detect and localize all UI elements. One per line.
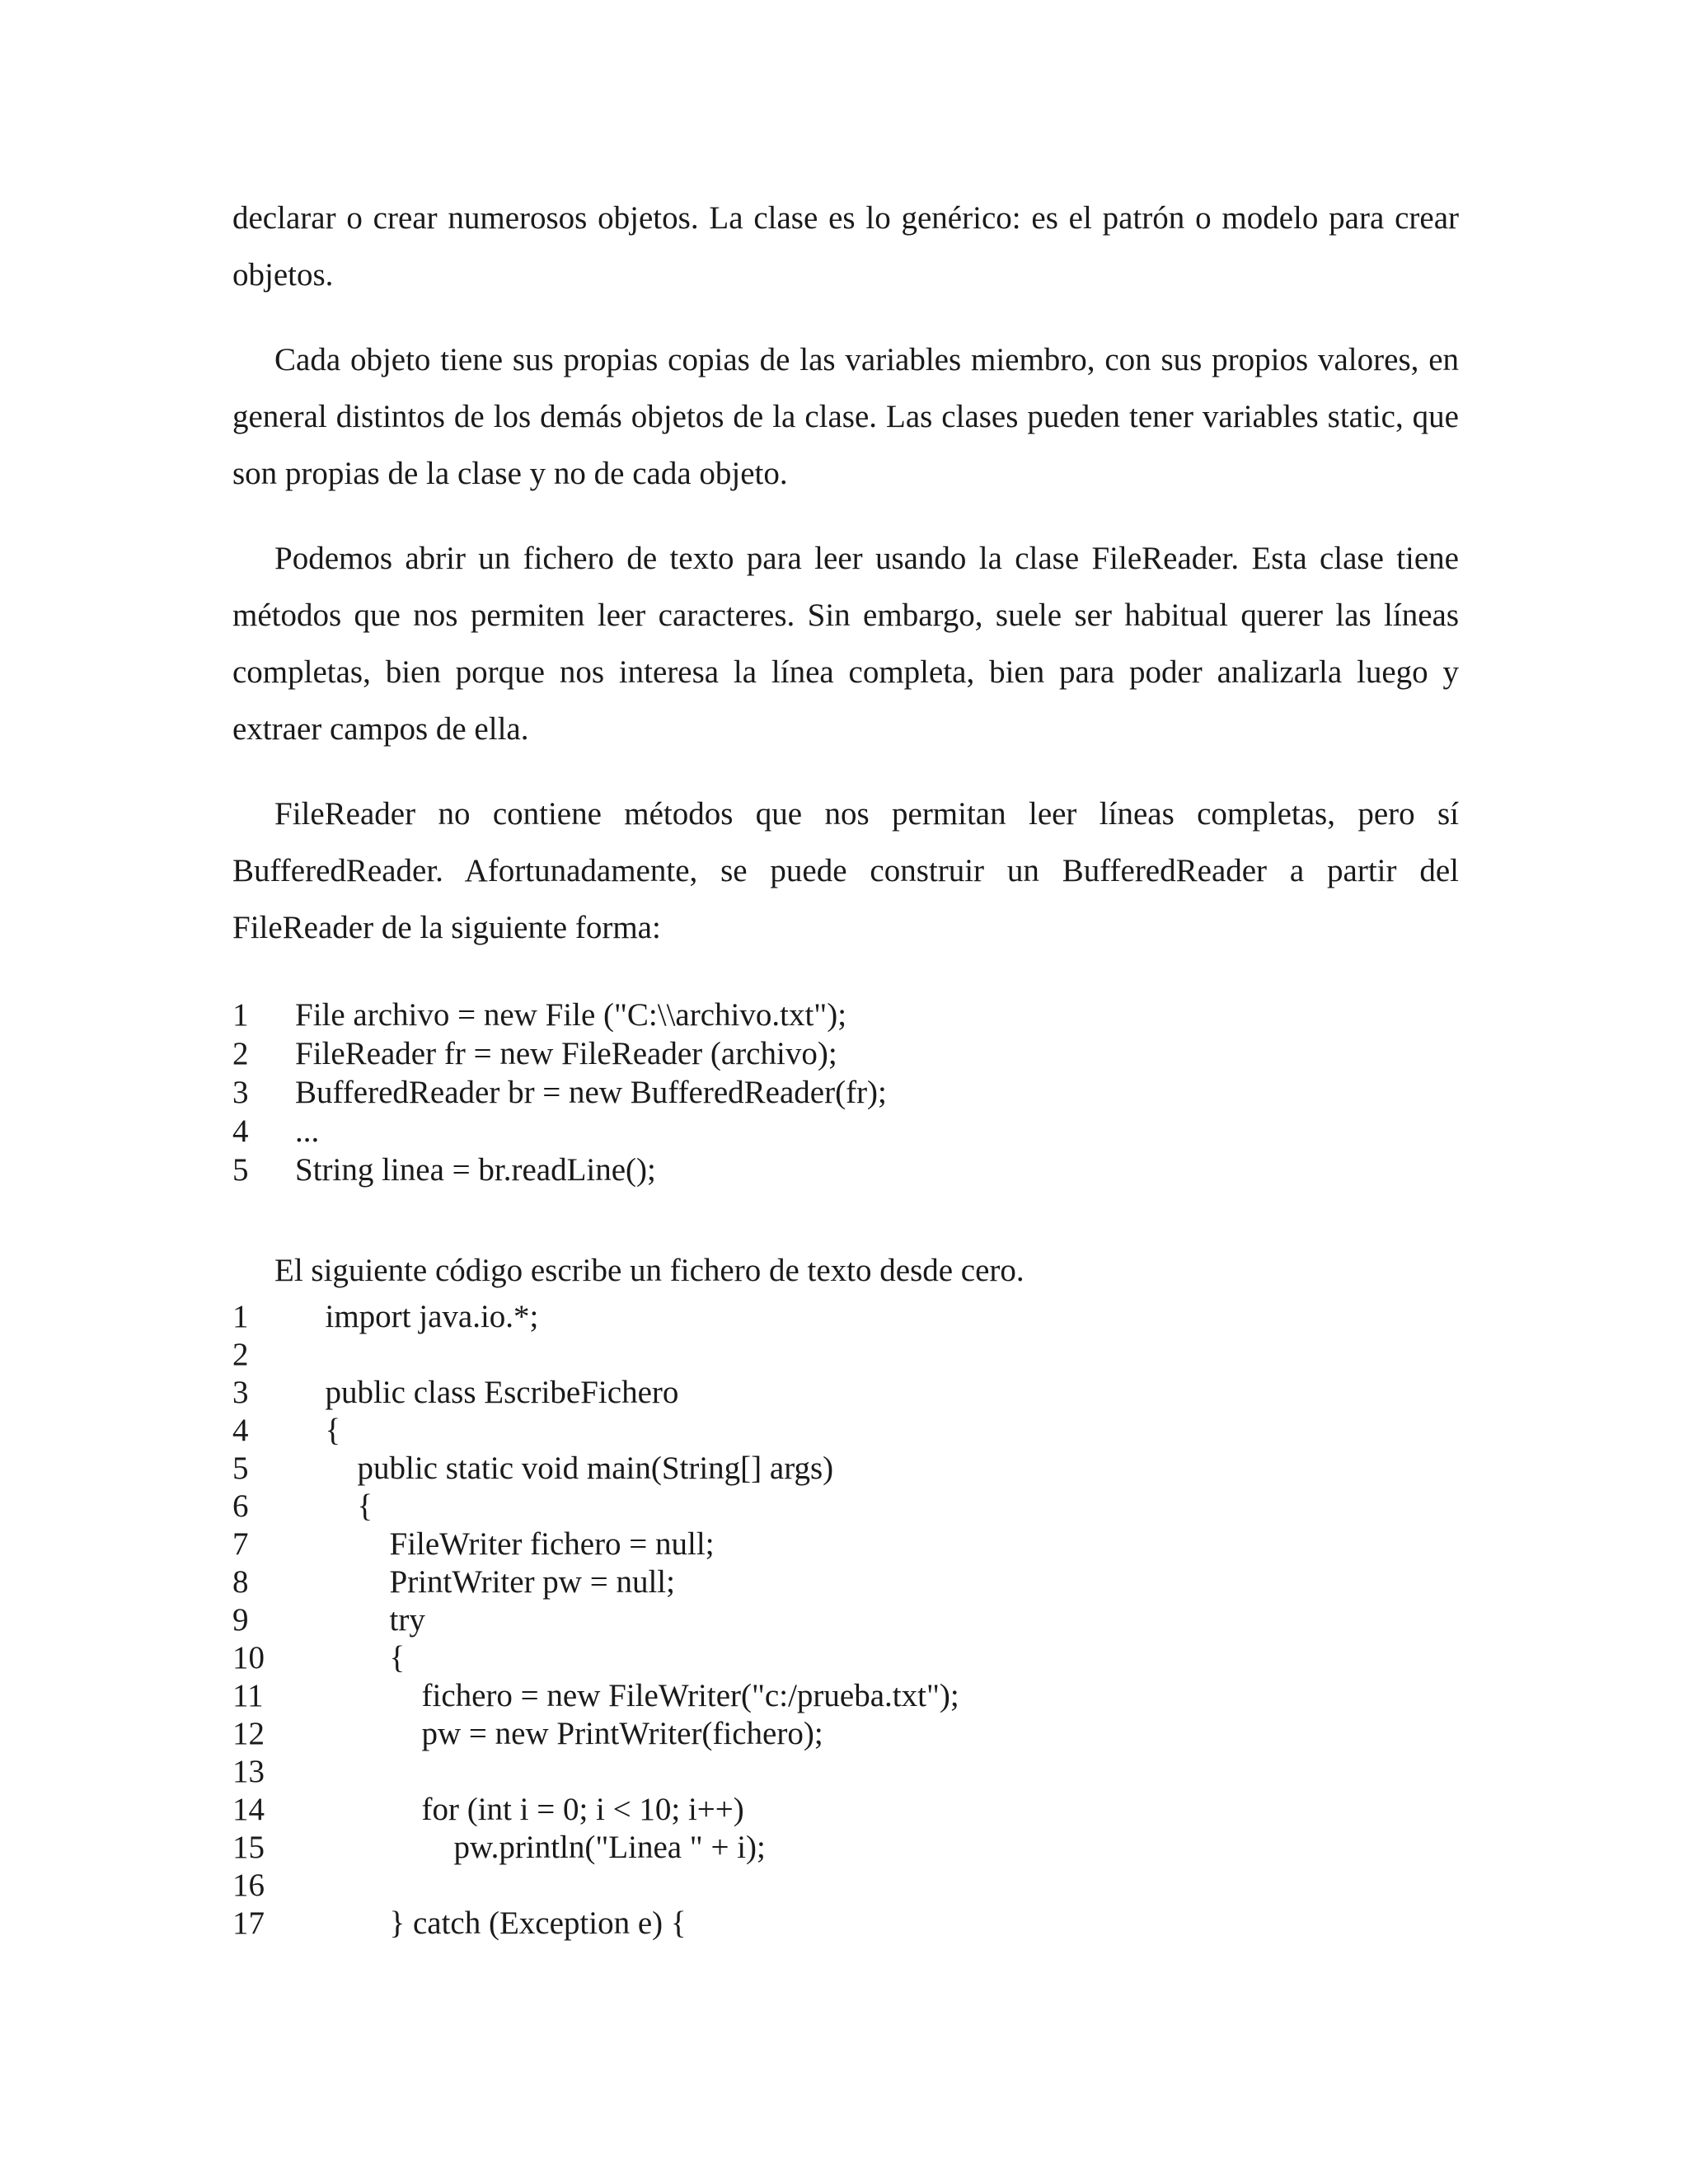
line-number: 1 (232, 1299, 249, 1334)
code-text: FileWriter fichero = null; (309, 1526, 715, 1562)
line-number: 2 (232, 1036, 249, 1071)
code-text: } catch (Exception e) { (309, 1905, 687, 1941)
code-line (232, 1867, 1459, 1905)
code-line (232, 1412, 1459, 1450)
paragraph-4: FileReader no contiene métodos que nos permitan leer líneas completas, pero sí BufferedReader. Afortunadamente, se puede construir un BufferedReader a partir del FileReader de la siguiente forma: (232, 796, 1459, 945)
line-number: 17 (232, 1905, 265, 1941)
code-line (232, 1073, 1459, 1112)
code-text: { (309, 1413, 341, 1448)
code-line (232, 1601, 1459, 1639)
code-line (232, 1905, 1459, 1943)
code-text: FileReader fr = new FileReader (archivo); (295, 1036, 837, 1071)
line-number: 4 (232, 1113, 249, 1149)
code-line (232, 996, 1459, 1034)
code-text: { (309, 1488, 373, 1524)
code-block-2 (232, 1298, 1459, 1943)
code-block-1 (232, 996, 1459, 1189)
line-number: 7 (232, 1526, 249, 1562)
code-text: File archivo = new File ("C:\\archivo.txt"); (295, 997, 847, 1033)
code-text (309, 1867, 1459, 1905)
code-text: fichero = new FileWriter("c:/prueba.txt"); (309, 1678, 959, 1713)
code-text: public static void main(String[] args) (309, 1451, 834, 1486)
code-line (232, 1112, 1459, 1151)
line-number: 11 (232, 1678, 264, 1713)
line-number: 9 (232, 1602, 249, 1638)
code-line (232, 1677, 1459, 1715)
code-line (232, 1151, 1459, 1189)
line-number: 3 (232, 1375, 249, 1410)
code-line (232, 1450, 1459, 1488)
code-text: import java.io.*; (309, 1299, 539, 1334)
code-text: pw.println("Linea " + i); (309, 1830, 766, 1865)
code-line (232, 1829, 1459, 1867)
paragraph-2: Cada objeto tiene sus propias copias de las variables miembro, con sus propios valores, en general distintos de los demás objetos de la clase. Las clases pueden tener variables static, que son propias de la clase y no de cada objeto. (232, 342, 1459, 491)
code-line (232, 1526, 1459, 1563)
line-number: 12 (232, 1716, 265, 1751)
line-number: 3 (232, 1075, 249, 1110)
code-line (232, 1374, 1459, 1412)
code-text: public class EscribeFichero (309, 1375, 679, 1410)
code-text: { (309, 1640, 406, 1675)
code-text (309, 1336, 1459, 1374)
code-text: pw = new PrintWriter(fichero); (309, 1716, 823, 1751)
paragraph-3: Podemos abrir un fichero de texto para leer usando la clase FileReader. Esta clase tiene métodos que nos permiten leer caracteres. Sin embargo, suele ser habitual querer las líneas completas, bien porque nos interesa la línea completa, bien para poder analizarla luego y extraer campos de ella. (232, 541, 1459, 747)
document-page (232, 190, 1459, 1943)
code-text: for (int i = 0; i < 10; i++) (309, 1792, 744, 1827)
code-line (232, 1563, 1459, 1601)
line-number: 2 (232, 1337, 249, 1372)
code-text: PrintWriter pw = null; (309, 1564, 675, 1600)
code-text: String linea = br.readLine(); (295, 1152, 656, 1188)
line-number: 10 (232, 1640, 265, 1675)
line-number: 15 (232, 1830, 265, 1865)
code-text: try (309, 1602, 425, 1638)
code-line (232, 1791, 1459, 1829)
code-line (232, 1715, 1459, 1753)
code-text: BufferedReader br = new BufferedReader(fr); (295, 1075, 887, 1110)
code-line (232, 1034, 1459, 1073)
code-line (232, 1488, 1459, 1526)
code-line (232, 1298, 1459, 1336)
code-text: ... (295, 1113, 320, 1149)
code-text (309, 1753, 1459, 1791)
line-number: 16 (232, 1868, 265, 1903)
line-number: 14 (232, 1792, 265, 1827)
line-number: 6 (232, 1488, 249, 1524)
code-intro-paragraph: El siguiente código escribe un fichero de texto desde cero. (274, 1253, 1025, 1288)
line-number: 5 (232, 1152, 249, 1188)
paragraph-1: declarar o crear numerosos objetos. La clase es lo genérico: es el patrón o modelo para crear objetos. (232, 200, 1459, 293)
line-number: 5 (232, 1451, 249, 1486)
code-line (232, 1753, 1459, 1791)
line-number: 1 (232, 997, 249, 1033)
line-number: 13 (232, 1754, 265, 1789)
code-line (232, 1639, 1459, 1677)
code-line (232, 1336, 1459, 1374)
line-number: 8 (232, 1564, 249, 1600)
line-number: 4 (232, 1413, 249, 1448)
